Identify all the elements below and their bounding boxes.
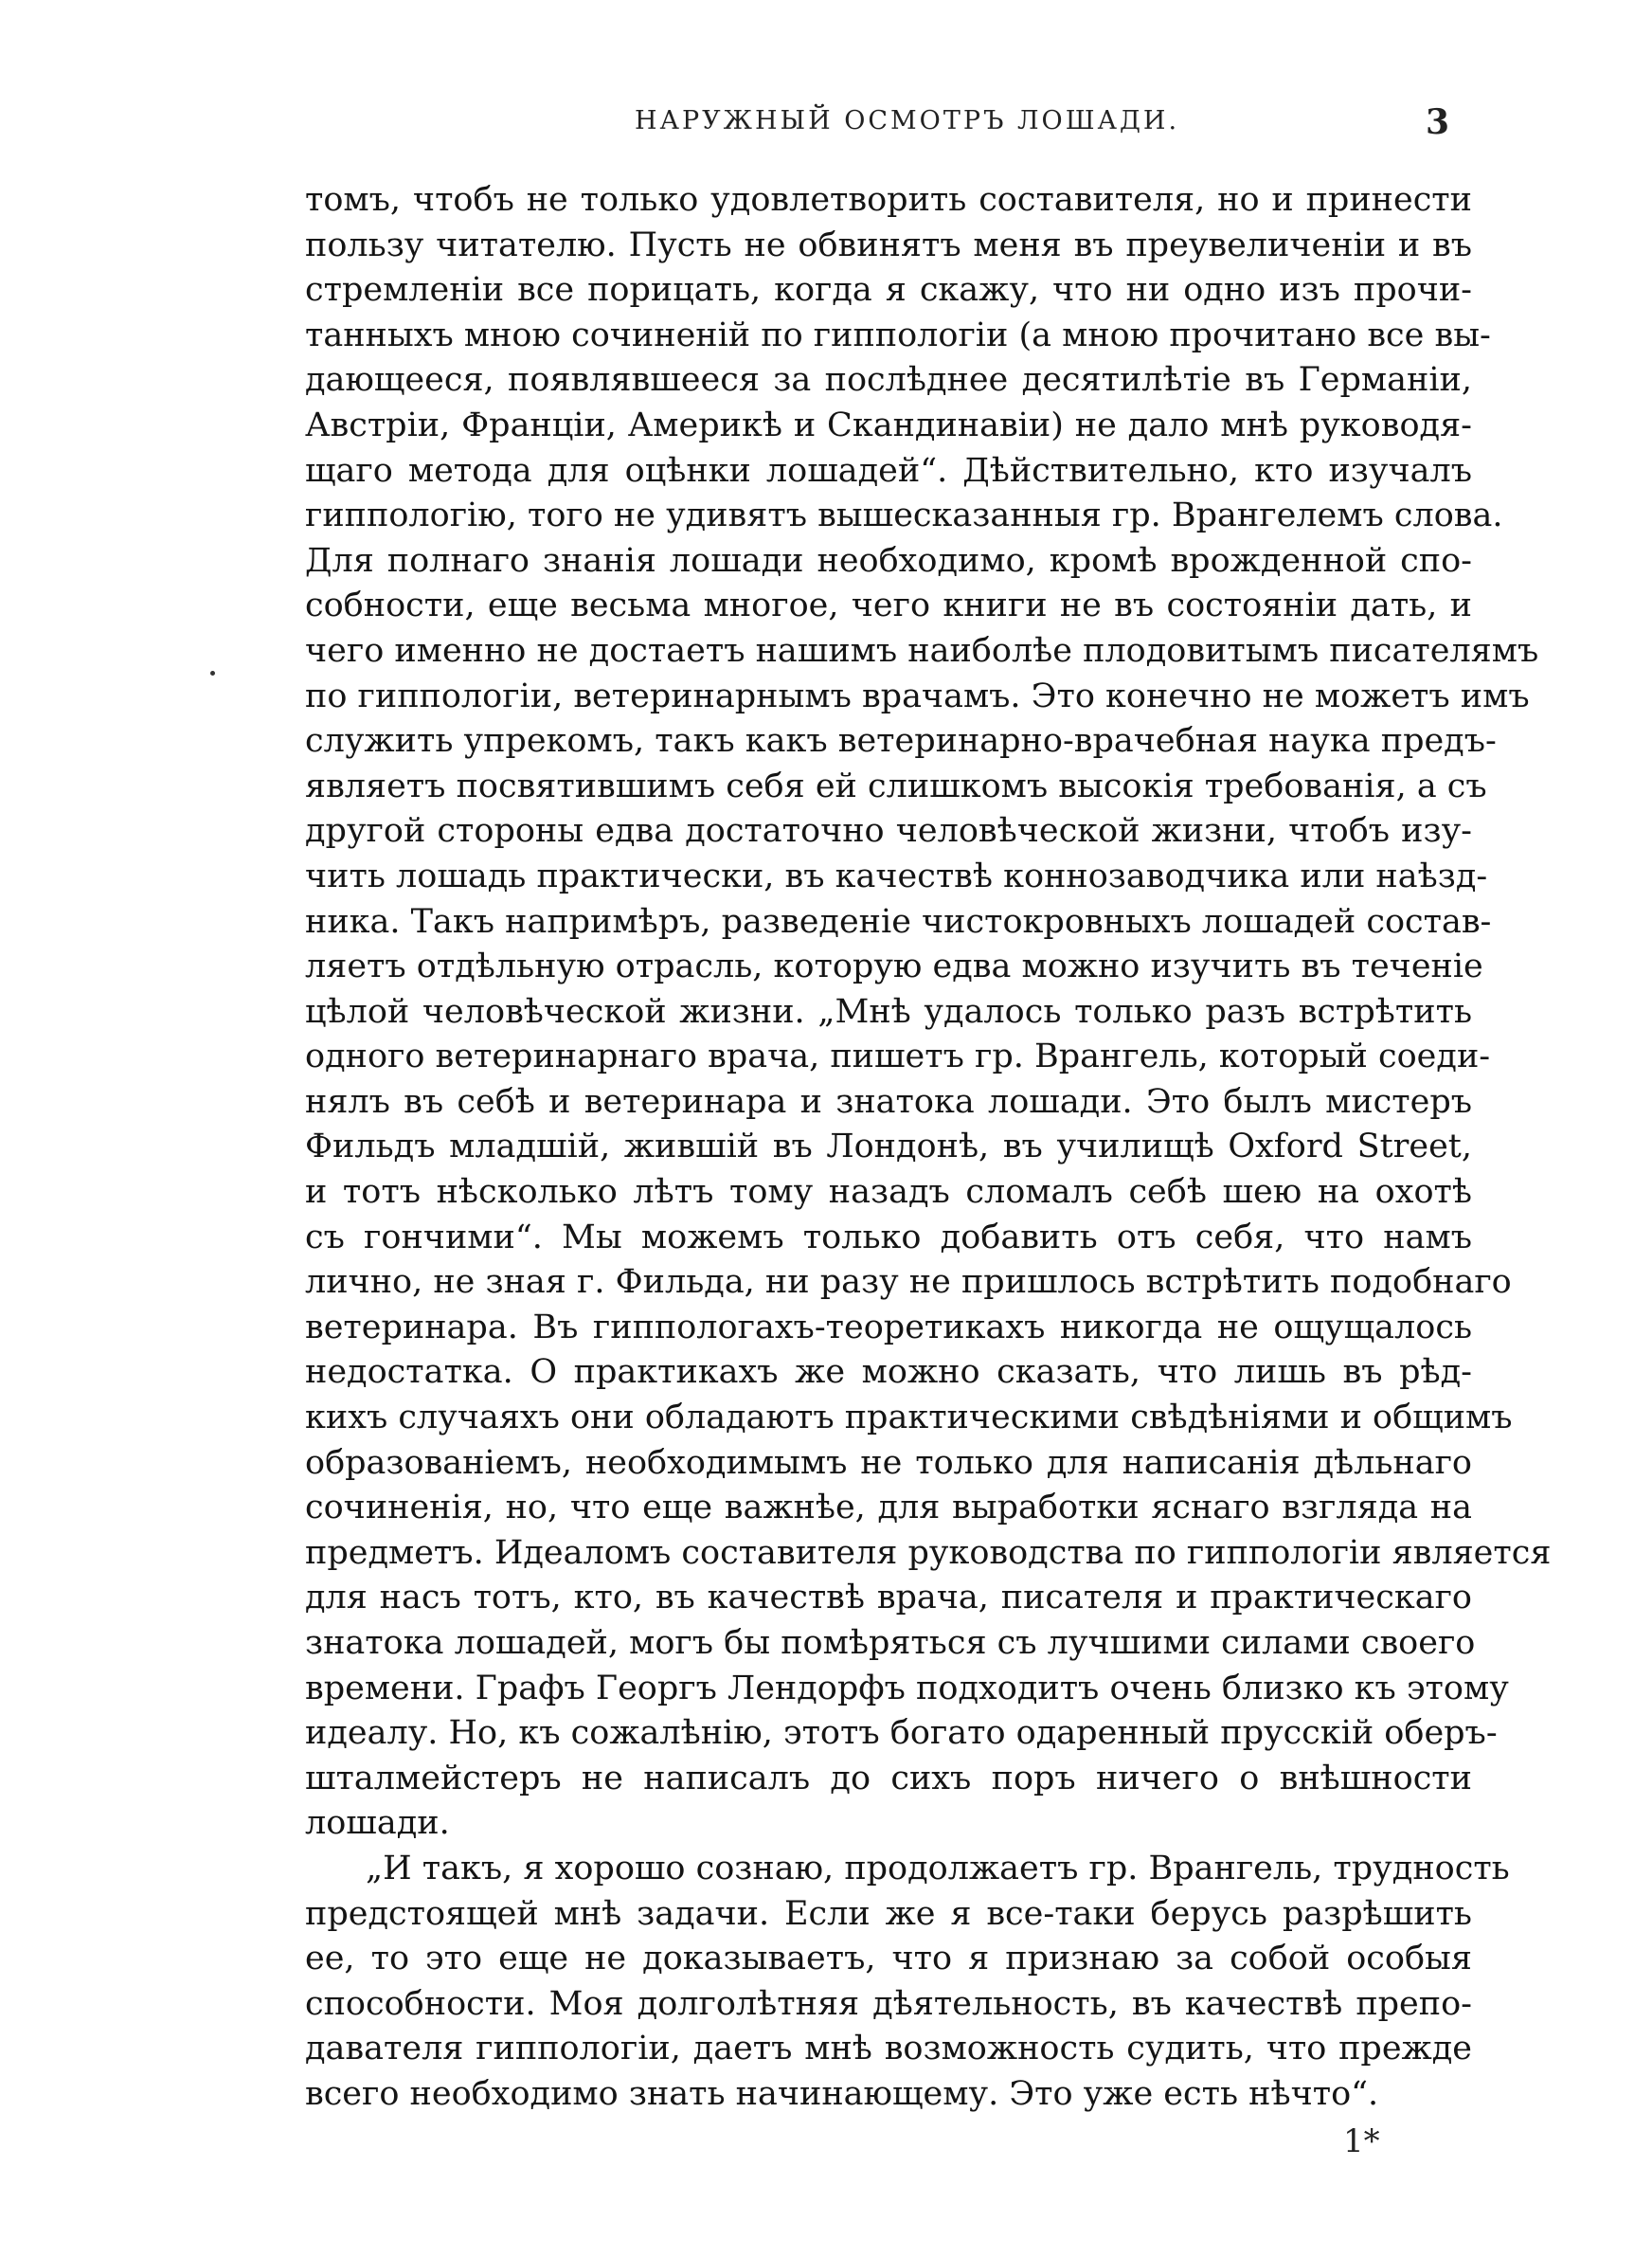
text-line: ника. Такъ напримѣръ, разведеніе чистокровныхъ лошадей состав- bbox=[305, 902, 1492, 941]
text-line: „И такъ, я хорошо сознаю, продолжаетъ гр. Врангель, трудность bbox=[366, 1849, 1510, 1887]
text-line: и тотъ нѣсколько лѣтъ тому назадъ сломалъ себѣ шею на охотѣ bbox=[305, 1173, 1472, 1212]
text-line: пользу читателю. Пусть не обвинятъ меня въ преувеличеніи и въ bbox=[305, 226, 1472, 264]
text-line: кихъ случаяхъ они обладаютъ практическими свѣдѣніями и общимъ bbox=[305, 1399, 1513, 1437]
text-line: образованіемъ, необходимымъ не только для написанія дѣльнаго bbox=[305, 1443, 1472, 1482]
text-line: по гиппологіи, ветеринарнымъ врачамъ. Это конечно не можетъ имъ bbox=[305, 677, 1530, 715]
body-text bbox=[305, 178, 1552, 2118]
text-line: чего именно не достаетъ нашимъ наиболѣе плодовитымъ писателямъ bbox=[305, 631, 1539, 670]
print-speck bbox=[210, 671, 215, 676]
text-line: времени. Графъ Георгъ Лендорфъ подходитъ очень близко къ этому bbox=[305, 1669, 1509, 1707]
running-head bbox=[313, 102, 1449, 150]
text-line: ляетъ отдѣльную отрасль, которую едва можно изучить въ теченіе bbox=[305, 948, 1483, 986]
text-line: давателя гиппологіи, даетъ мнѣ возможность судить, что прежде bbox=[305, 2030, 1472, 2068]
text-line: дающееся, появлявшееся за послѣднее десятилѣтіе въ Германіи, bbox=[305, 361, 1472, 400]
text-line: Для полнаго знанія лошади необходимо, кромѣ врожденной спо- bbox=[305, 541, 1472, 580]
text-line: всего необходимо знать начинающему. Это уже есть нѣчто“. bbox=[305, 2074, 1379, 2113]
text-line: другой стороны едва достаточно человѣческой жизни, чтобъ изу- bbox=[305, 812, 1472, 851]
text-line: нялъ въ себѣ и ветеринара и знатока лошади. Это былъ мистеръ bbox=[305, 1082, 1472, 1121]
text-line: предстоящей мнѣ задачи. Если же я все-таки берусь разрѣшить bbox=[305, 1894, 1472, 1933]
text-line: служить упрекомъ, такъ какъ ветеринарно-врачебная наука предъ- bbox=[305, 722, 1497, 761]
text-line: предметъ. Идеаломъ составителя руководства по гиппологіи является bbox=[305, 1533, 1552, 1572]
text-line: Австріи, Франціи, Америкѣ и Скандинавіи) не дало мнѣ руководя- bbox=[305, 406, 1472, 444]
text-line: идеалу. Но, къ сожалѣнію, этотъ богато одаренный прусскій оберъ- bbox=[305, 1714, 1498, 1753]
text-line: одного ветеринарнаго врача, пишетъ гр. Врангель, который соеди- bbox=[305, 1038, 1491, 1076]
running-title: НАРУЖНЫЙ ОСМОТРЪ ЛОШАДИ. bbox=[635, 106, 1180, 135]
text-line: цѣлой человѣческой жизни. „Мнѣ удалось только разъ встрѣтить bbox=[305, 992, 1472, 1031]
text-line: являетъ посвятившимъ себя ей слишкомъ высокія требованія, а съ bbox=[305, 767, 1487, 805]
page-number: 3 bbox=[1425, 102, 1449, 142]
text-line: знатока лошадей, могъ бы помѣряться съ лучшими силами своего bbox=[305, 1624, 1476, 1662]
text-line: для насъ тотъ, кто, въ качествѣ врача, писателя и практическаго bbox=[305, 1579, 1472, 1617]
text-line: лично, не зная г. Фильда, ни разу не пришлось встрѣтить подобнаго bbox=[305, 1263, 1512, 1302]
text-line: Фильдъ младшій, жившій въ Лондонѣ, въ училищѣ Oxford Street, bbox=[305, 1128, 1472, 1166]
text-line: гиппологію, того не удивятъ вышесказанныя гр. Врангелемъ слова. bbox=[305, 497, 1503, 535]
text-line: стремленіи все порицать, когда я скажу, что ни одно изъ прочи- bbox=[305, 271, 1472, 310]
text-line: шталмейстеръ не написалъ до сихъ поръ ничего о внѣшности bbox=[305, 1759, 1472, 1797]
text-line: съ гончими“. Мы можемъ только добавить отъ себя, что намъ bbox=[305, 1218, 1472, 1256]
text-line: способности. Моя долголѣтняя дѣятельность, въ качествѣ препо- bbox=[305, 1984, 1472, 2023]
text-line: танныхъ мною сочиненій по гиппологіи (а мною прочитано все вы- bbox=[305, 316, 1491, 354]
text-line: чить лошадь практически, въ качествѣ коннозаводчика или наѣзд- bbox=[305, 857, 1488, 895]
text-line: ее, то это еще не доказываетъ, что я признаю за собой особыя bbox=[305, 1940, 1472, 1978]
text-line: томъ, чтобъ не только удовлетворить составителя, но и принести bbox=[305, 181, 1472, 219]
text-line: щаго метода для оцѣнки лошадей“. Дѣйствительно, кто изучалъ bbox=[305, 451, 1472, 490]
text-line: сочиненія, но, что еще важнѣе, для выработки яснаго взгляда на bbox=[305, 1489, 1472, 1527]
paragraph-1 bbox=[305, 178, 1552, 1847]
paragraph-2 bbox=[305, 1847, 1510, 2118]
text-line: ветеринара. Въ гиппологахъ-теоретикахъ никогда не ощущалось bbox=[305, 1308, 1472, 1346]
text-line: недостатка. О практикахъ же можно сказать, что лишь въ рѣд- bbox=[305, 1353, 1472, 1392]
text-line: собности, еще весьма многое, чего книги не въ состояніи дать, и bbox=[305, 587, 1472, 625]
text-line: лошади. bbox=[305, 1804, 450, 1843]
signature-mark: 1* bbox=[1343, 2122, 1380, 2160]
